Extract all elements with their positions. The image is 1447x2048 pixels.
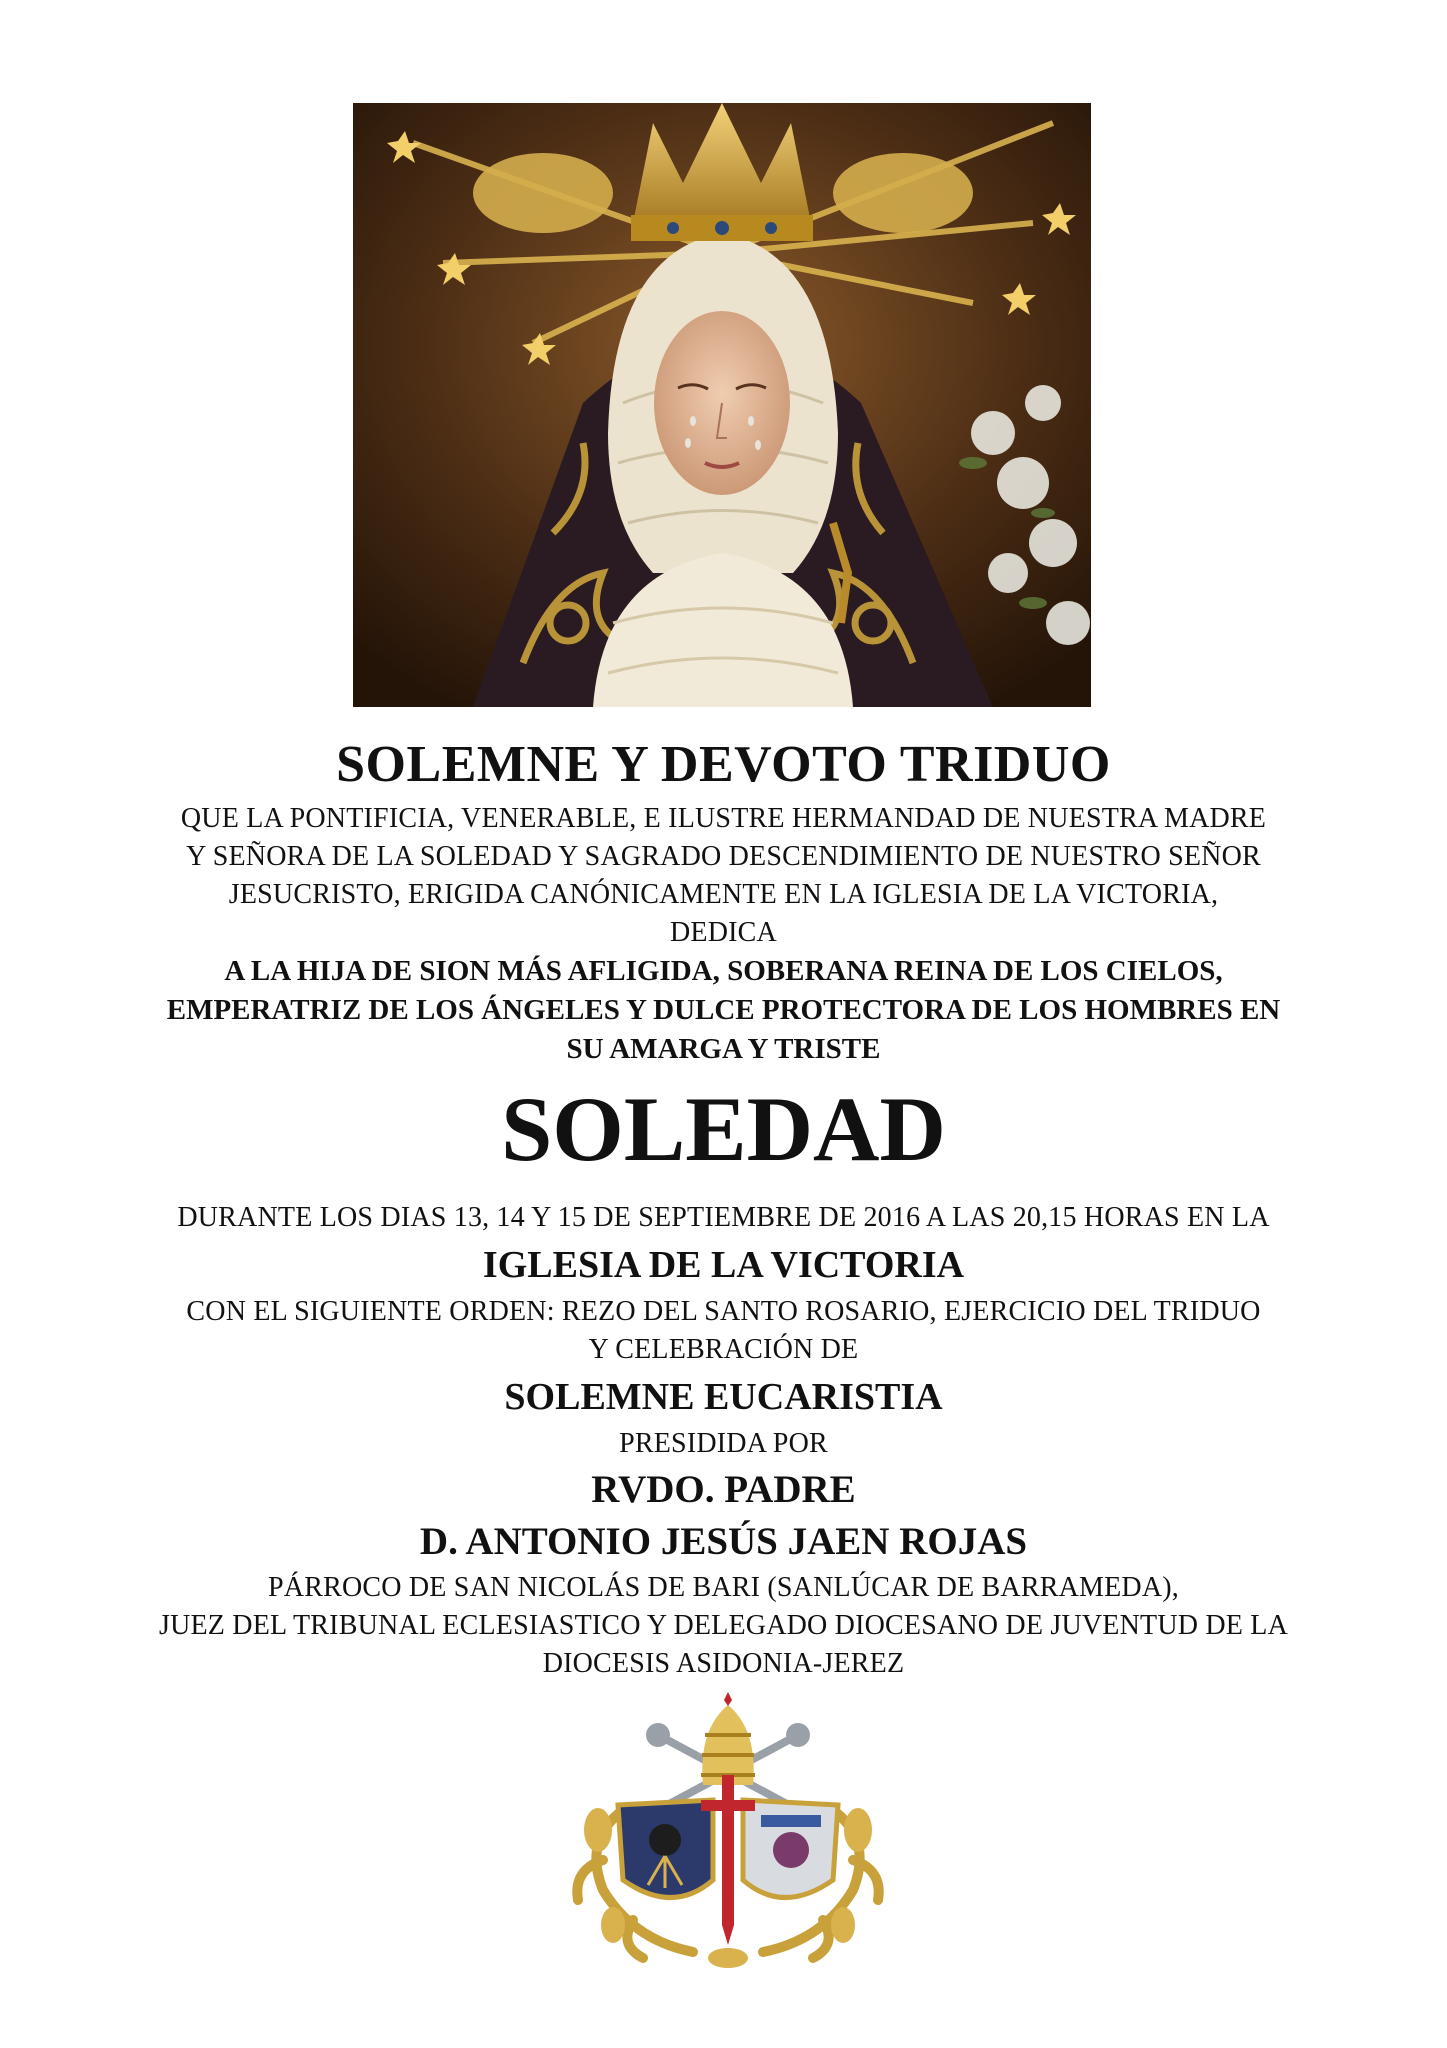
priest-title: RVDO. PADRE	[591, 1468, 856, 1511]
dedication-line: A LA HIJA DE SION MÁS AFLIGIDA, SOBERANA REINA DE LOS CIELOS,	[224, 955, 1223, 987]
brotherhood-coat-of-arms	[563, 1690, 893, 1970]
order-line: Y CELEBRACIÓN DE	[588, 1334, 859, 1365]
eucharist: SOLEMNE EUCARISTIA	[504, 1376, 943, 1418]
intro-line: QUE LA PONTIFICIA, VENERABLE, E ILUSTRE HERMANDAD DE NUESTRA MADRE	[180, 803, 1267, 834]
priest-role-line: PÁRROCO DE SAN NICOLÁS DE BARI (SANLÚCAR DE BARRAMEDA),	[268, 1572, 1179, 1603]
dedication-line: SU AMARGA Y TRISTE	[566, 1033, 881, 1065]
main-word: SOLEDAD	[501, 1078, 946, 1180]
dates-line: DURANTE LOS DIAS 13, 14 Y 15 DE SEPTIEMBRE DE 2016 A LAS 20,15 HORAS EN LA	[177, 1202, 1270, 1233]
virgin-statue-photo	[353, 103, 1091, 707]
priest-role-line: JUEZ DEL TRIBUNAL ECLESIASTICO Y DELEGADO DIOCESANO DE JUVENTUD DE LA	[158, 1610, 1289, 1641]
intro-line: DEDICA	[670, 917, 777, 948]
intro-line: JESUCRISTO, ERIGIDA CANÓNICAMENTE EN LA IGLESIA DE LA VICTORIA,	[228, 879, 1219, 910]
dedication-line: EMPERATRIZ DE LOS ÁNGELES Y DULCE PROTECTORA DE LOS HOMBRES EN	[166, 994, 1281, 1026]
priest-name: D. ANTONIO JESÚS JAEN ROJAS	[419, 1520, 1028, 1563]
poster-title: SOLEMNE Y DEVOTO TRIDUO	[336, 736, 1111, 793]
priest-role-line: DIOCESIS ASIDONIA-JEREZ	[542, 1648, 905, 1679]
intro-line: Y SEÑORA DE LA SOLEDAD Y SAGRADO DESCENDIMIENTO DE NUESTRO SEÑOR	[186, 841, 1261, 872]
order-line: CON EL SIGUIENTE ORDEN: REZO DEL SANTO ROSARIO, EJERCICIO DEL TRIDUO	[186, 1296, 1261, 1327]
church-name: IGLESIA DE LA VICTORIA	[482, 1244, 965, 1286]
presided-by: PRESIDIDA POR	[619, 1428, 828, 1459]
poster-text	[120, 730, 1327, 1683]
